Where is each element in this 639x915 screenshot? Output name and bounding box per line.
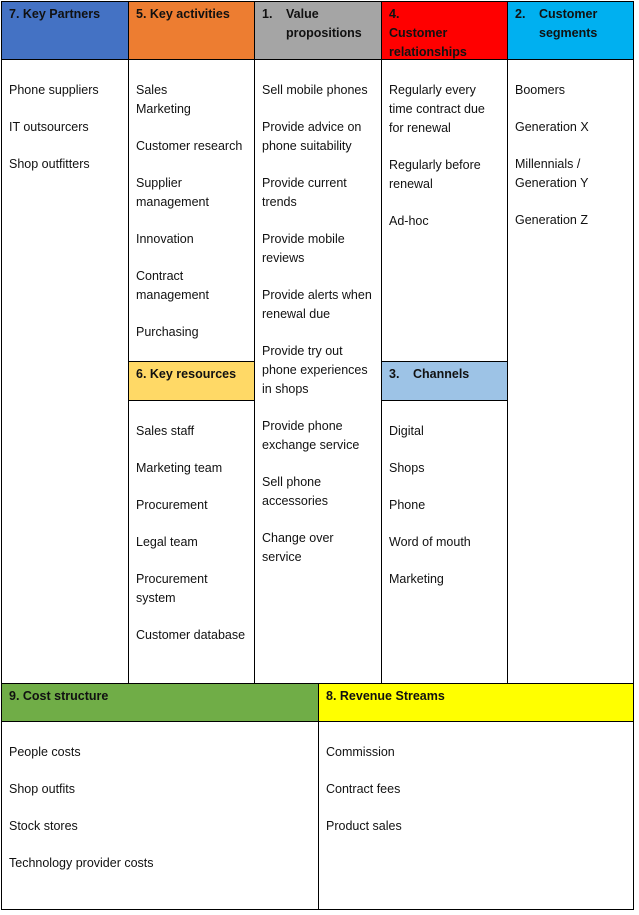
key-resources-header [128,361,255,401]
value-propositions-title: Value propositions [286,7,362,40]
customer-segments-header [507,1,634,60]
customer-segments-title: Customer segments [539,7,598,40]
list-item: Stock stores [9,819,78,833]
list-item: Customer database [136,628,246,642]
list-item: Shop outfits [9,782,76,796]
list-item: Product sales [326,819,402,833]
key-activities-title: 5. Key activities [136,7,230,21]
customer-relationships-title: Customer relationships [389,26,467,59]
list-item: Phone [389,498,426,512]
list-item: Marketing [389,572,444,586]
channels-header [381,361,508,401]
key-resources-body [128,400,255,684]
customer-relationships-list [389,81,500,231]
list-item: Marketing [136,102,191,116]
customer-relationships-header [381,1,508,60]
business-model-canvas [1,1,634,910]
list-item: Provide mobile reviews [262,232,345,265]
list-item: Supplier management [136,176,209,209]
list-item: Regularly every time contract due for renewal [389,83,485,135]
list-item: Phone suppliers [9,83,99,97]
channels-list [389,422,500,589]
key-activities-body [128,59,255,362]
key-resources-list [136,422,247,645]
list-item: Provide try out phone experiences in shops [262,344,368,396]
customer-segments-list [515,81,626,230]
list-item: Marketing team [136,461,223,475]
value-propositions-list [262,81,374,567]
list-item: Purchasing [136,325,199,339]
list-item: Change over service [262,531,334,564]
list-item: Generation Z [515,213,588,227]
cost-structure-title: 9. Cost structure [9,689,109,703]
value-propositions-number: 1. [262,7,273,21]
list-item: Contract management [136,269,209,302]
channels-number: 3. [389,367,400,381]
list-item: Commission [326,745,395,759]
list-item: Customer research [136,139,243,153]
list-item: Boomers [515,83,566,97]
list-item: Sell mobile phones [262,83,368,97]
revenue-streams-title: 8. Revenue Streams [326,689,445,703]
cost-structure-list [9,743,311,873]
list-item: Technology provider costs [9,856,154,870]
list-item: Provide alerts when renewal due [262,288,372,321]
revenue-streams-body [318,721,634,910]
list-item: Sales staff [136,424,195,438]
customer-segments-body [507,59,634,684]
list-item: Shops [389,461,425,475]
key-partners-header [1,1,129,60]
key-partners-list [9,81,121,174]
list-item: Digital [389,424,424,438]
list-item: Provide current trends [262,176,347,209]
list-item: Innovation [136,232,194,246]
channels-title: Channels [413,367,470,381]
list-item: Legal team [136,535,198,549]
list-item: Word of mouth [389,535,471,549]
key-partners-title: 7. Key Partners [9,7,101,21]
list-item: Procurement [136,498,208,512]
list-item: Sales [136,83,168,97]
list-item: Shop outfitters [9,157,90,171]
list-item: Ad-hoc [389,214,429,228]
revenue-streams-header [318,683,634,722]
list-item: People costs [9,745,81,759]
key-activities-header [128,1,255,60]
list-item: IT outsourcers [9,120,89,134]
cost-structure-body [1,721,319,910]
key-partners-body [1,59,129,684]
list-item: Regularly before renewal [389,158,481,191]
customer-segments-number: 2. [515,7,526,21]
list-item: Provide advice on phone suitability [262,120,362,153]
list-item: Generation X [515,120,589,134]
customer-relationships-number: 4. [389,7,400,21]
value-propositions-body [254,59,382,684]
list-item: Provide phone exchange service [262,419,360,452]
list-item: Procurement system [136,572,208,605]
revenue-streams-list [326,743,626,836]
key-activities-list [136,81,247,342]
cost-structure-header [1,683,319,722]
list-item: Millennials / Generation Y [515,157,589,190]
customer-relationships-body [381,59,508,362]
value-propositions-header [254,1,382,60]
list-item: Contract fees [326,782,401,796]
key-resources-title: 6. Key resources [136,367,237,381]
list-item: Sell phone accessories [262,475,328,508]
channels-body [381,400,508,684]
